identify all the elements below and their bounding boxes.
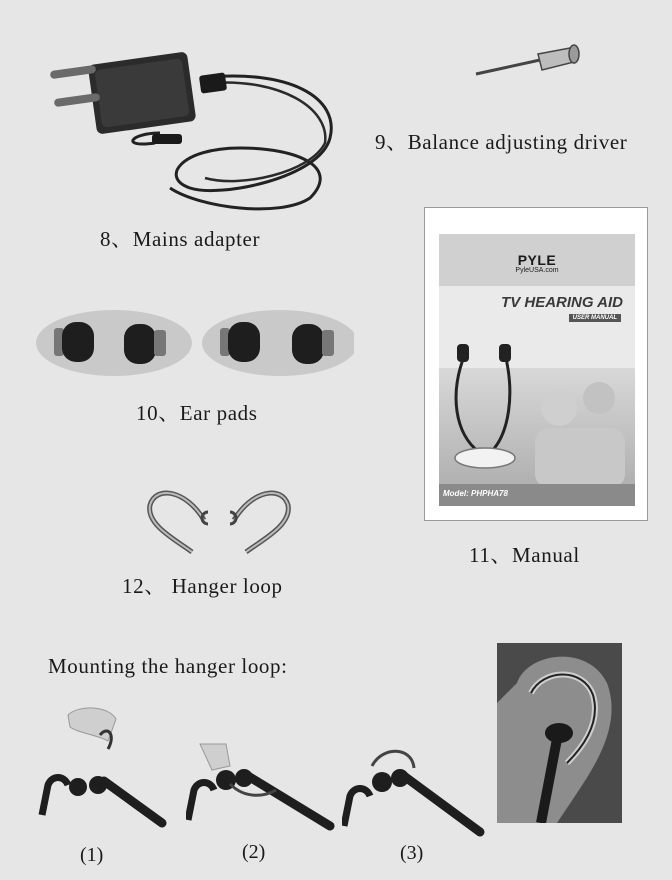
mounting-step-1-image <box>38 705 173 835</box>
headset-icon <box>439 334 635 504</box>
mounting-step-3-image <box>342 746 487 841</box>
ear-pads-caption: 10、Ear pads <box>136 401 258 425</box>
manual-image <box>424 207 648 521</box>
manual-model: Model: PHPHA78 <box>443 489 508 498</box>
mounting-heading: Mounting the hanger loop: <box>48 654 288 678</box>
ear-photo <box>497 643 622 823</box>
manual-caption: 11、Manual <box>469 543 580 567</box>
mounting-step-2-label: (2) <box>242 841 266 863</box>
manual-brand: PYLE <box>517 252 557 268</box>
manual-subtitle: USER MANUAL <box>569 314 621 322</box>
mounting-step-1-label: (1) <box>80 844 104 866</box>
mains-adapter-image <box>40 38 360 218</box>
mains-adapter-caption: 8、Mains adapter <box>100 227 261 251</box>
ear-pads-image <box>34 310 354 380</box>
balance-driver-caption: 9、Balance adjusting driver <box>375 130 628 154</box>
hanger-loop-caption: 12、 Hanger loop <box>122 574 283 598</box>
manual-url: PyleUSA.com <box>515 267 559 274</box>
manual-title: TV HEARING AID <box>501 294 623 311</box>
hanger-loop-image <box>146 480 296 558</box>
manual-cover <box>439 234 635 506</box>
mounting-step-2-image <box>186 740 336 835</box>
mounting-step-3-label: (3) <box>400 842 424 864</box>
screwdriver-image <box>470 42 585 82</box>
